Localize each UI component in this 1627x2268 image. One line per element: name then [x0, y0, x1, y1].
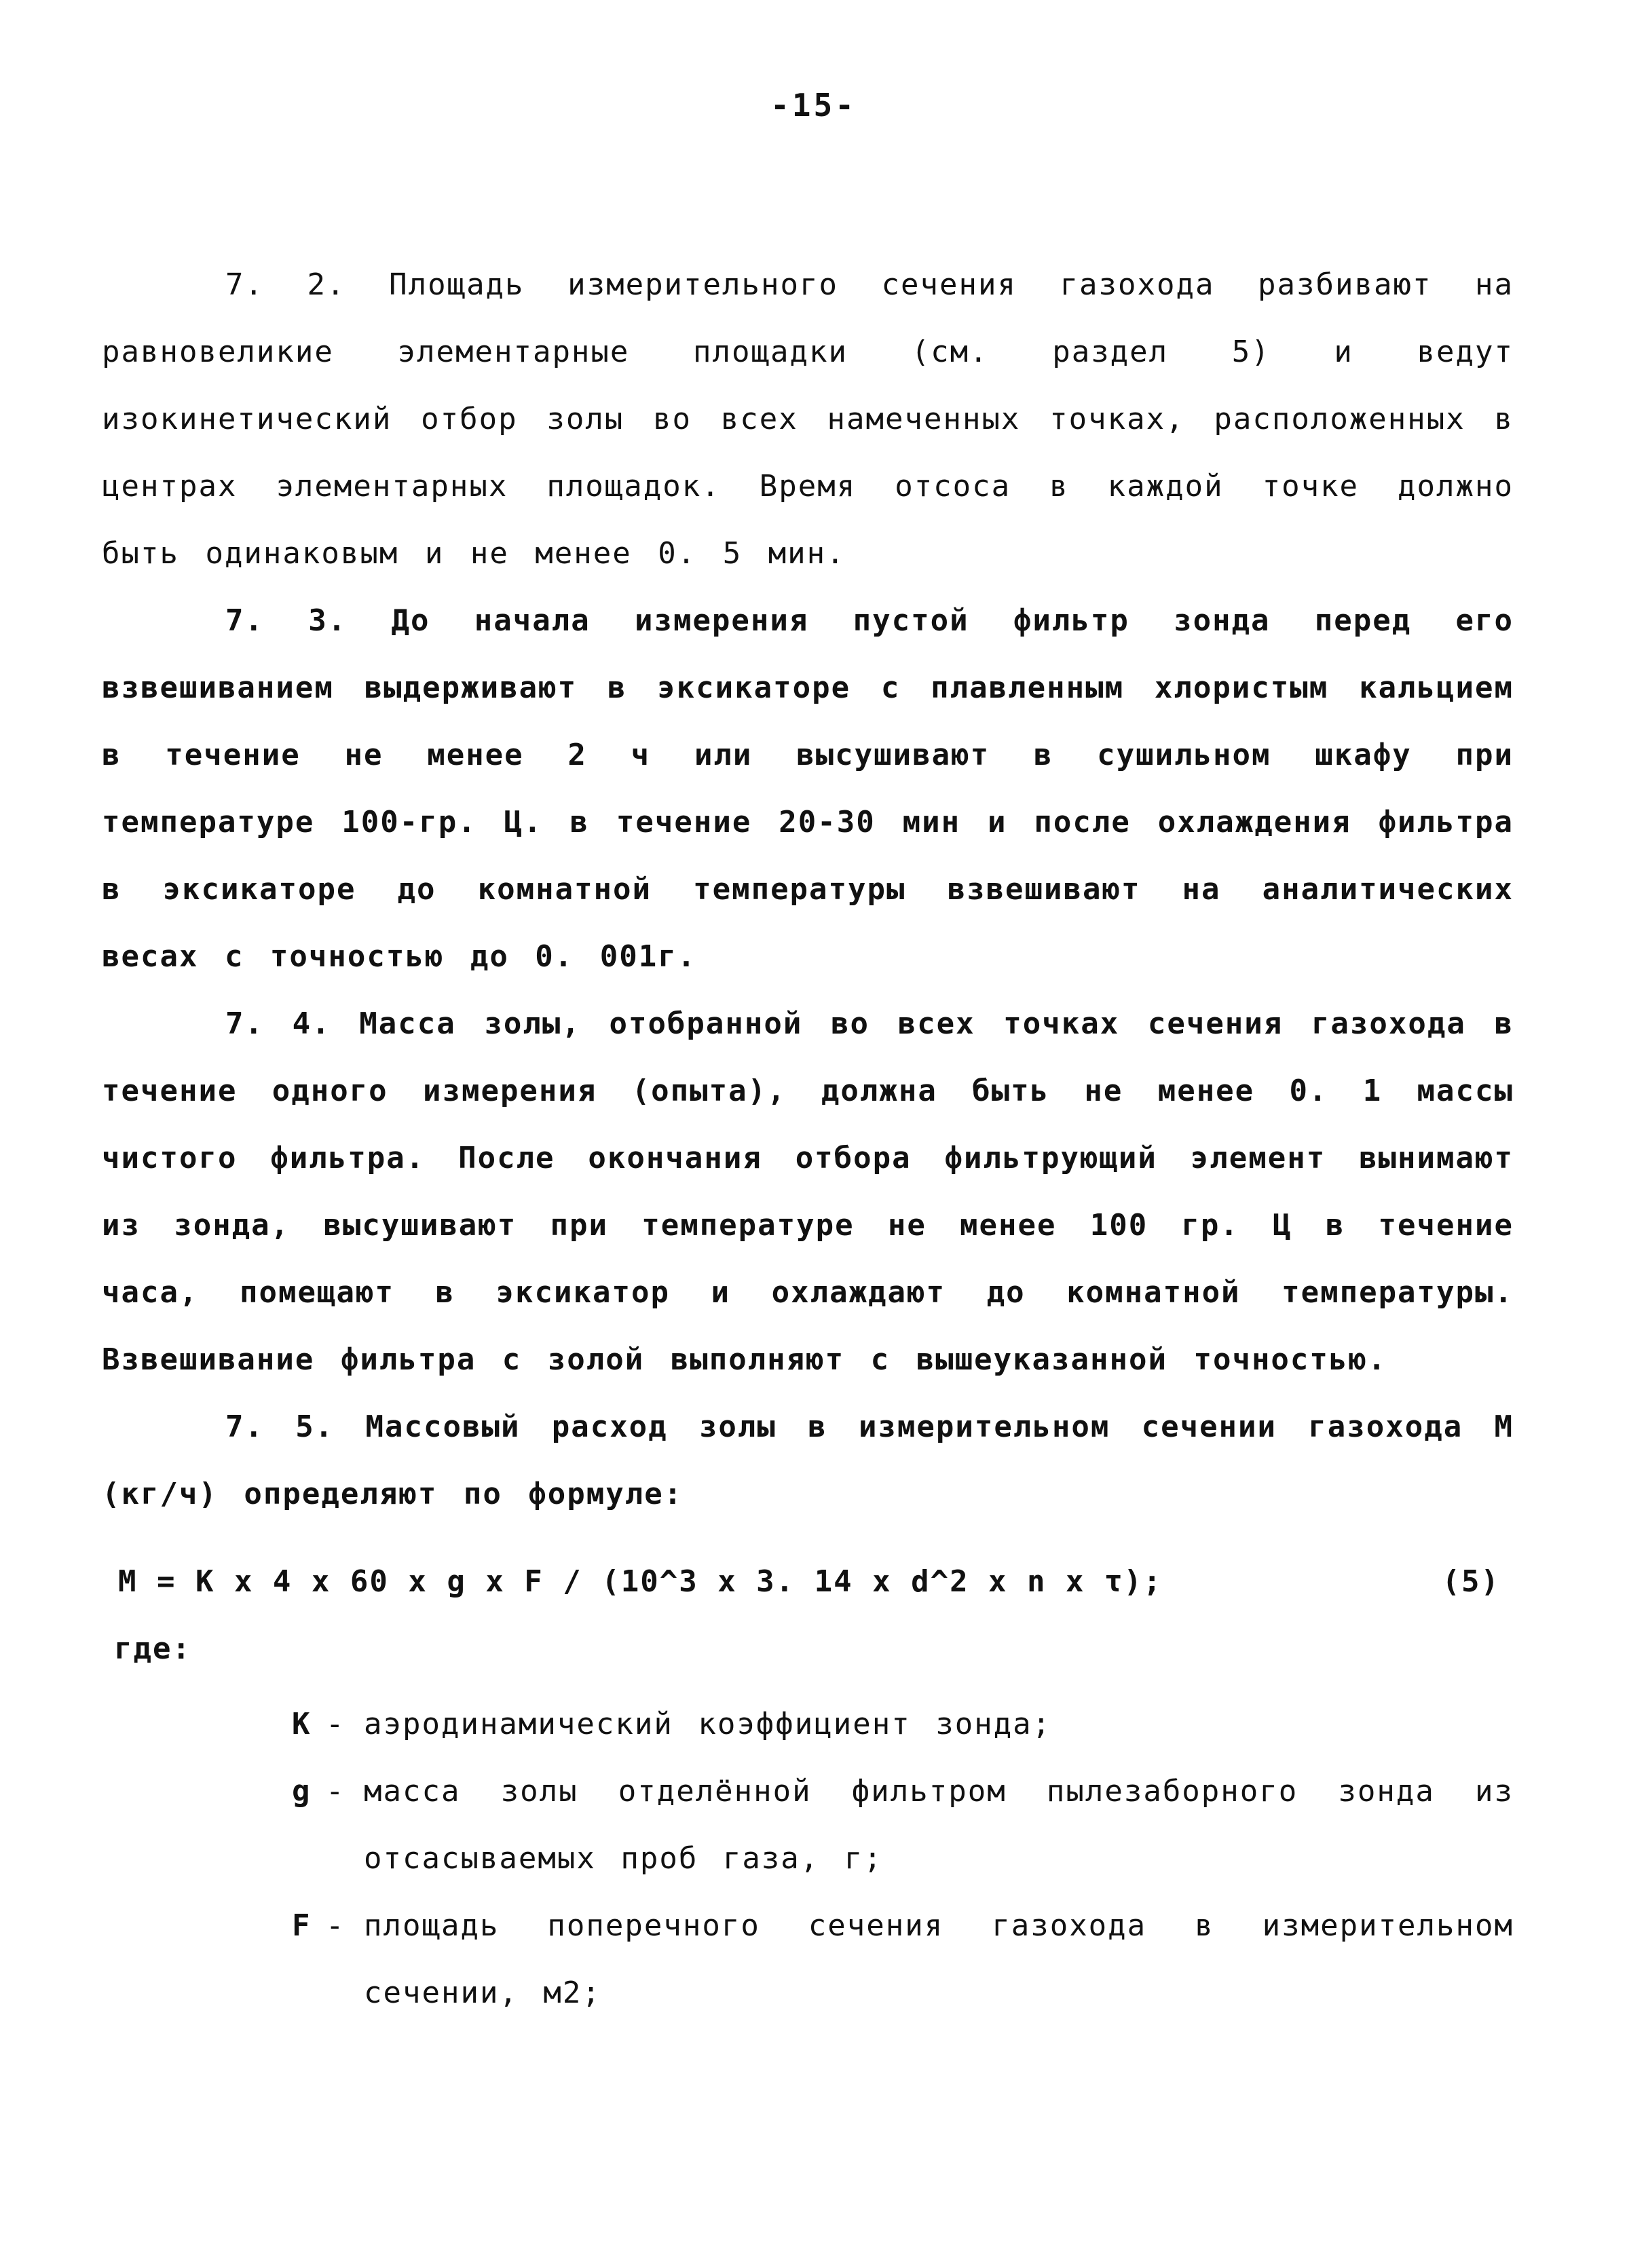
mass-flow-formula: M = K x 4 x 60 x g x F / (10^3 x 3. 14 x d^2 x n x τ); [118, 1564, 1163, 1599]
paragraph-7-5: 7. 5. Массовый расход золы в измерительном сечении газохода M (кг/ч) определяют по формуле: [102, 1410, 1514, 1511]
paragraph-7-4: 7. 4. Масса золы, отобранной во всех точках сечения газохода в течение одного измерения (опыта), должна быть не менее 0. 1 массы чистого фильтра. После окончания отбора фильтрующий элемент вынимают из зонда, высушивают при температуре не менее 100 гр. Ц в течение часа, помещают в эксикатор и охлаждают до комнатной температуры. Взвешивание фильтра с золой выполняют с вышеуказанной точностью. [102, 1006, 1514, 1377]
formula-row [102, 1548, 1514, 1615]
definition-text: масса золы отделённой фильтром пылезаборного зонда из отсасываемых проб газа, г; [364, 1774, 1514, 1876]
definition-dash: - [326, 1908, 345, 1943]
definition-item-f [292, 1892, 1514, 2026]
paragraph-7-2: 7. 2. Площадь измерительного сечения газохода разбивают на равновеликие элементарные площадки (см. раздел 5) и ведут изокинетический отбор золы во всех намеченных точках, расположенных в центрах элементарных площадок. Время отсоса в каждой точке должно быть одинаковым и не менее 0. 5 мин. [102, 267, 1514, 571]
definition-dash: - [326, 1774, 345, 1809]
definition-item-g [292, 1758, 1514, 1892]
equation-number: (5) [1442, 1564, 1500, 1599]
definition-symbol: K [292, 1707, 312, 1741]
where-label: где: [114, 1631, 191, 1666]
definition-item-k [292, 1690, 1514, 1758]
page-number: -15- [770, 87, 857, 124]
definition-text: аэродинамический коэффициент зонда; [364, 1707, 1052, 1741]
paragraph-7-3: 7. 3. До начала измерения пустой фильтр зонда перед его взвешиванием выдерживают в эксикаторе с плавленным хлористым кальцием в течение не менее 2 ч или высушивают в сушильном шкафу при температуре 100-гр. Ц. в течение 20-30 мин и после охлаждения фильтра в эксикаторе до комнатной температуры взвешивают на аналитических весах с точностью до 0. 001г. [102, 603, 1514, 974]
document-body [102, 251, 1514, 2026]
definition-text: площадь поперечного сечения газохода в измерительном сечении, м2; [364, 1908, 1514, 2010]
definitions-list [102, 1690, 1514, 2026]
definition-dash: - [326, 1707, 345, 1741]
definition-symbol: g [292, 1774, 312, 1809]
definition-symbol: F [292, 1908, 312, 1943]
